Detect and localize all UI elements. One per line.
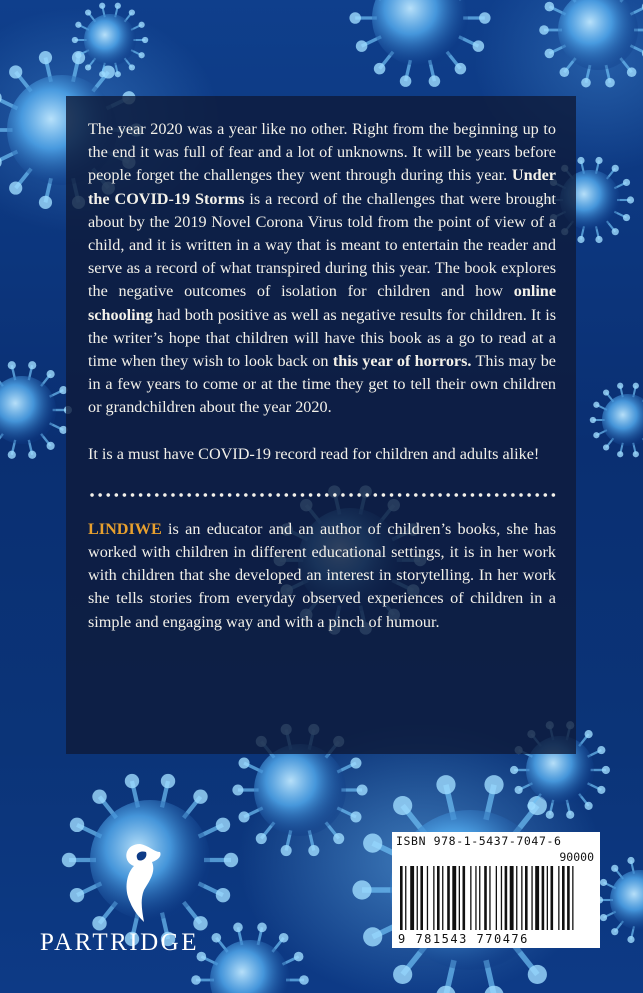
barcode-digits: 9 781543 770476	[398, 932, 529, 946]
highlight-year-of-horrors: this year of horrors.	[332, 352, 472, 371]
description-text-4: This may be in a few years to come or at the time they get to tell their own children or grandchildren about the year 2020.	[88, 352, 556, 417]
publisher-name: PARTRIDGE	[40, 929, 199, 956]
author-name: LINDIWE	[88, 519, 162, 538]
description-text-2: is a record of the challenges that were brought about by the 2019 Novel Corona Virus told from the point of view of a child, and it is written in a way that is meant to entertain the reader and serve as a record of what transpired during this year. The book explores the negative outcomes of isolation for children and how	[88, 189, 556, 301]
highlight-online-schooling: online schooling	[88, 282, 556, 324]
isbn-barcode	[392, 832, 600, 948]
description-panel	[66, 96, 576, 754]
author-bio-text: is an educator and an author of children’s books, she has worked with children in different educational settings, it is in her work with children that she developed an interest in storytelling. In her work she tells stories from everyday observed experiences of children in a simple and engaging way and with a pinch of humour.	[88, 519, 556, 631]
partridge-bird-icon	[110, 840, 170, 925]
description-text-1: The year 2020 was a year like no other. Right from the beginning up to the end it was full of fear and a lot of unknowns. It will be years before people forget the challenges they went through during this year.	[88, 120, 556, 185]
closing-statement: It is a must have COVID-19 record read for children and adults alike!	[88, 444, 540, 463]
book-description	[88, 118, 556, 420]
author-bio	[88, 518, 556, 634]
description-text-3: had both positive as well as negative results for children. It is the writer’s hope that children will have this book as a go to read at a time when they wish to look back on	[88, 305, 556, 371]
dotted-divider	[88, 492, 556, 498]
isbn-number: ISBN 978-1-5437-7047-6	[396, 834, 562, 848]
publisher-logo	[40, 840, 240, 960]
price-code: 90000	[559, 850, 594, 864]
book-title: Under the COVID-19 Storms	[88, 166, 556, 208]
